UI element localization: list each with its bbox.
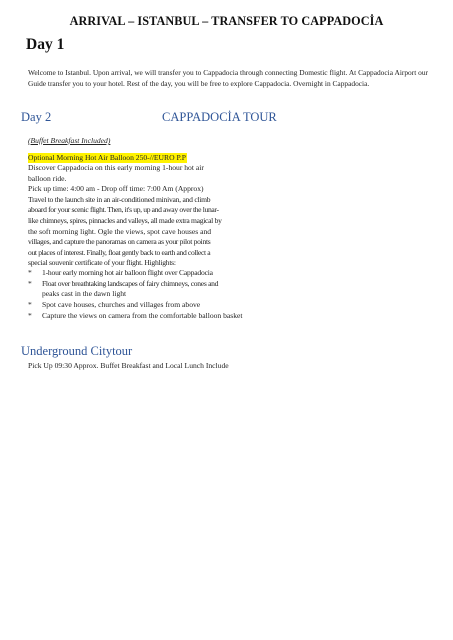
- page-title: ARRIVAL – ISTANBUL – TRANSFER TO CAPPADOCİA: [69, 14, 384, 28]
- list-item: [28, 311, 288, 322]
- description-line: out places of interest. Finally, float gently back to earth and collect a: [28, 247, 211, 257]
- bullet-text: 1-hour early morning hot air balloon flight over Cappadocia: [42, 268, 213, 277]
- balloon-heading-highlight: Optional Morning Hot Air Balloon 250-//EURO P.P: [28, 153, 186, 162]
- day1-heading: Day 1: [26, 36, 65, 53]
- breakfast-note: (Buffet Breakfast Included): [28, 136, 111, 145]
- bullet-text: Float over breathtaking landscapes of fairy chimneys, cones and: [42, 278, 219, 288]
- description-line: Travel to the launch site in an air-conditioned minivan, and climb: [28, 194, 211, 204]
- tour-title: CAPPADOCİA TOUR: [162, 110, 277, 124]
- bullet-text: peaks cast in the dawn light: [42, 289, 127, 299]
- description-line: balloon ride.: [28, 173, 67, 183]
- bullet-text: Capture the views on camera from the comfortable balloon basket: [42, 311, 243, 321]
- day1-paragraph: Welcome to Istanbul. Upon arrival, we will transfer you to Cappadocia through connecting Domestic flight. At Cappadocia Airport our Guide transfer you to your hotel. Rest of the day, you will be free to explore Cappadocia. Overnight in Cappadocia.: [28, 68, 428, 88]
- underground-heading: Underground Citytour: [21, 344, 133, 358]
- description-line: special souvenir certificate of your flight. Highlights:: [28, 258, 176, 268]
- description-line: villages, and capture the panoramas on camera as your pilot points: [28, 237, 211, 247]
- bullet-mark: *: [28, 268, 32, 277]
- underground-text: Pick Up 09:30 Approx. Buffet Breakfast and Local Lunch Include: [28, 361, 229, 370]
- description-line: like chimneys, spires, pinnacles and valleys, all made extra magical by: [28, 215, 222, 225]
- list-item: [28, 268, 288, 279]
- day2-heading: Day 2: [21, 110, 52, 124]
- description-line: Pick up time: 4:00 am - Drop off time: 7:00 Am (Approx): [28, 184, 204, 194]
- description-line: aboard for your scenic flight. Then, it's up, up and away over the lunar-: [28, 205, 219, 215]
- bullet-mark: *: [28, 311, 32, 321]
- bullet-text: Spot cave houses, churches and villages from above: [42, 299, 201, 309]
- highlights-list: [28, 268, 288, 322]
- list-item: [28, 300, 288, 311]
- description-line: Discover Cappadocia on this early morning 1-hour hot air: [28, 163, 204, 172]
- description-line: the soft morning light. Ogle the views, spot cave houses and: [28, 226, 212, 236]
- list-item: [28, 279, 288, 300]
- bullet-mark: *: [28, 299, 32, 309]
- bullet-mark: *: [28, 278, 32, 288]
- balloon-description: [28, 163, 288, 269]
